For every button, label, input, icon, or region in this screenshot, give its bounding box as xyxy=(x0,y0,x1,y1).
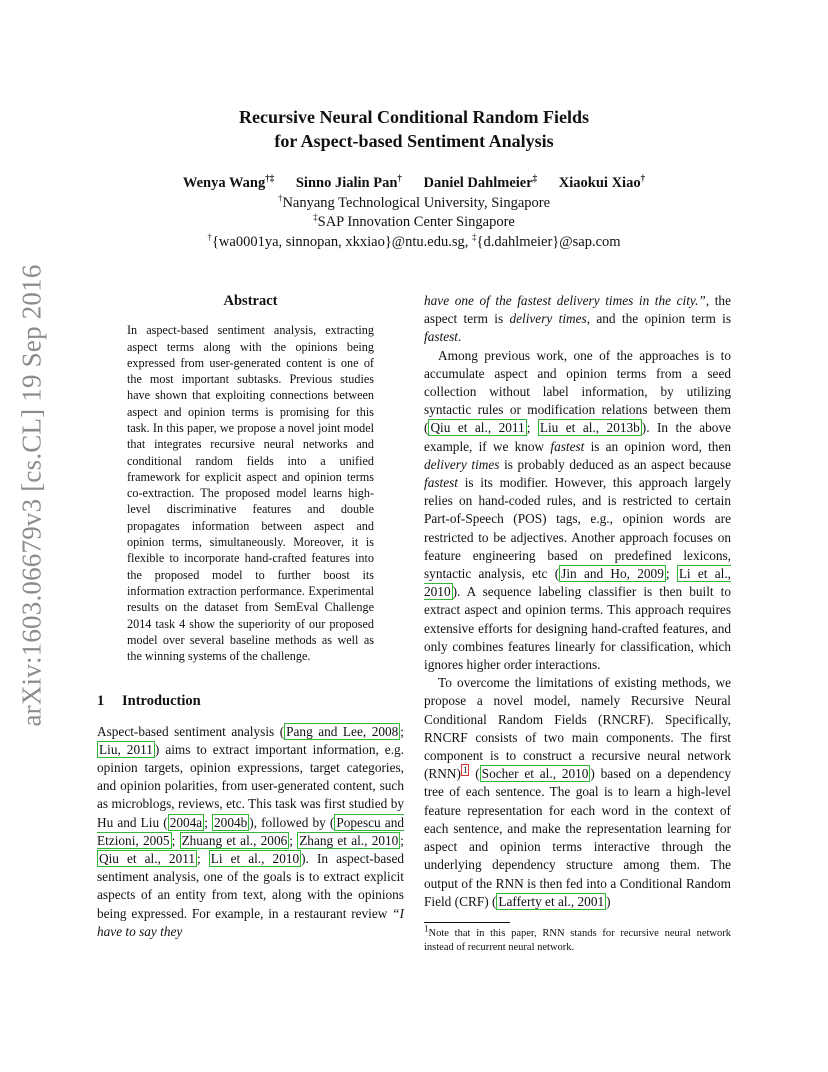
intro-paragraph-1: Aspect-based sentiment analysis ( Pang and Lee, 2008 ; Liu, 2011 ) aims to extract important information, e.g. opinion targets, opinion expressions, target categories, and opinion polarities, from user-generated content, such as microblogs, reviews, etc. This task was first studied by Hu and Liu ( 2004a ; 2004b ), followed by ( Popescu and Etzioni, 2005 ; Zhuang et al., 2006 ; Zhang et al., 2010 ; Qiu et al., 2011 ; Li et al., 2010 ). In aspect-based sentiment analysis, one of the goals is to extract explicit aspects of an entity from text, along with the opinions being expressed. For example, in a restaurant review “I have to say they xyxy=(97,723,404,939)
title-line-1: Recursive Neural Conditional Random Fields xyxy=(238,107,589,127)
author-3: Daniel Dahlmeier‡ xyxy=(423,173,538,191)
citation-link[interactable]: 2004a xyxy=(169,814,203,830)
author-2: Sinno Jialin Pan† xyxy=(295,173,402,191)
paper-title xyxy=(0,105,828,153)
intro-paragraph-3: To overcome the limitations of existing methods, we propose a novel model, namely Recursive Neural Conditional Random Fields (RNCRF). Specifically, RNCRF consists of two main components. The first component is to construct a recursive neural network (RNN) $^1$ ( Socher et al., 2010 ) based on a dependency tree of each sentence. The goal is to learn a high-level feature representation for each word in the context of each sentence, and make the representation learning for aspect and opinion terms interactive through the underlying dependency structure among them. The output of the RNN is then fed into a Conditional Random Field (CRF) ( Lafferty et al., 2001 ) xyxy=(424,675,731,909)
affiliation-2: ‡SAP Innovation Center Singapore xyxy=(313,212,515,230)
author-names xyxy=(0,174,828,194)
citation-link[interactable]: Jin and Ho, 2009 xyxy=(561,566,664,582)
intro-paragraph-1-continued: have one of the fastest delivery times in the city.”, the aspect term is delivery times, and the opinion term is fastest. xyxy=(424,293,732,345)
arxiv-identifier-stamp xyxy=(14,250,50,740)
citation-link[interactable]: Qiu et al., 2011 xyxy=(99,851,196,867)
citation-link[interactable]: Lafferty et al., 2001 xyxy=(498,893,605,909)
author-emails: †{wa0001ya, sinnopan, xkxiao}@ntu.edu.sg, ‡{d.dahlmeier}@sap.com xyxy=(207,231,621,250)
paper-header xyxy=(0,105,828,252)
introduction-heading: 1 Introduction xyxy=(97,693,201,710)
citation-link[interactable]: Li et al., 2010 xyxy=(424,566,732,600)
citation-link[interactable]: Zhuang et al., 2006 xyxy=(181,832,288,848)
title-line-2: for Aspect-based Sentiment Analysis xyxy=(274,131,554,151)
citation-link[interactable]: Socher et al., 2010 xyxy=(481,766,589,782)
author-4: Xiaokui Xiao† xyxy=(558,173,646,191)
footnote-reference-link[interactable]: 1 xyxy=(462,764,468,775)
abstract-body: In aspect-based sentiment analysis, extracting aspect terms along with the opinions being expressed from user-generated content is one of the most important subtasks. Previous studies have shown that exploiting connections between aspect and opinion terms is promising for this task. In this paper, we propose a novel joint model that integrates recursive neural networks and conditional random fields into a unified framework for explicit aspect and opinion terms co-extraction. The proposed model learns high-level discriminative features and double propagates information between aspect and opinion terms, simultaneously. Moreover, it is flexible to incorporate hand-crafted features into the proposed model to further boost its information extraction performance. Experimental results on the dataset from SemEval Challenge 2014 task 4 show the superiority of our proposed model over several baseline methods as well as the winning systems of the challenge. xyxy=(127,323,374,664)
citation-link[interactable]: 2004b xyxy=(214,814,248,830)
citation-link[interactable]: Qiu et al., 2011 xyxy=(430,420,525,436)
author-block xyxy=(0,174,828,252)
citation-link[interactable]: Popescu and Etzioni, 2005 xyxy=(97,814,404,848)
citation-link[interactable]: Liu et al., 2013b xyxy=(539,420,640,436)
arxiv-identifier-text: arXiv:1603.06679v3 [cs.CL] 19 Sep 2016 xyxy=(16,263,47,727)
citation-link[interactable]: Pang and Lee, 2008 xyxy=(286,723,399,739)
author-1: Wenya Wang†‡ xyxy=(182,173,275,191)
citation-link[interactable]: Liu, 2011 xyxy=(99,741,153,757)
footnote: $^1$Note that in this paper, RNN stands for recursive neural network instead of recurrent neural network. xyxy=(424,923,731,953)
citation-link[interactable]: Zhang et al., 2010 xyxy=(299,832,399,848)
intro-paragraph-2: Among previous work, one of the approaches is to accumulate aspect and opinion terms from a seed collection without label information, by utilizing syntactic rules or modification relations between them ( Qiu et al., 2011 ; Liu et al., 2013b ). In the above example, if we know fastest is an opinion word, then delivery times is probably deduced as an aspect because fastest is its modifier. However, this approach largely relies on hand-coded rules, and is restricted to certain Part-of-Speech (POS) tags, e.g., opinion words are restricted to be adjectives. Another approach focuses on feature engineering based on predefined lexicons, syntactic analysis, etc ( Jin and Ho, 2009 ; Li et al., 2010 ). A sequence labeling classifier is then built to extract aspect and opinion terms. This approach requires extensive efforts for designing hand-crafted features, and only combines features linearly for classification, which ignores higher order interactions. xyxy=(424,347,732,673)
footnote-divider xyxy=(424,922,510,923)
right-column xyxy=(424,292,731,955)
left-column xyxy=(97,292,404,941)
citation-link[interactable]: Li et al., 2010 xyxy=(210,851,300,867)
abstract-heading: Abstract xyxy=(223,293,278,309)
affiliation-1: †Nanyang Technological University, Singapore xyxy=(277,192,551,211)
